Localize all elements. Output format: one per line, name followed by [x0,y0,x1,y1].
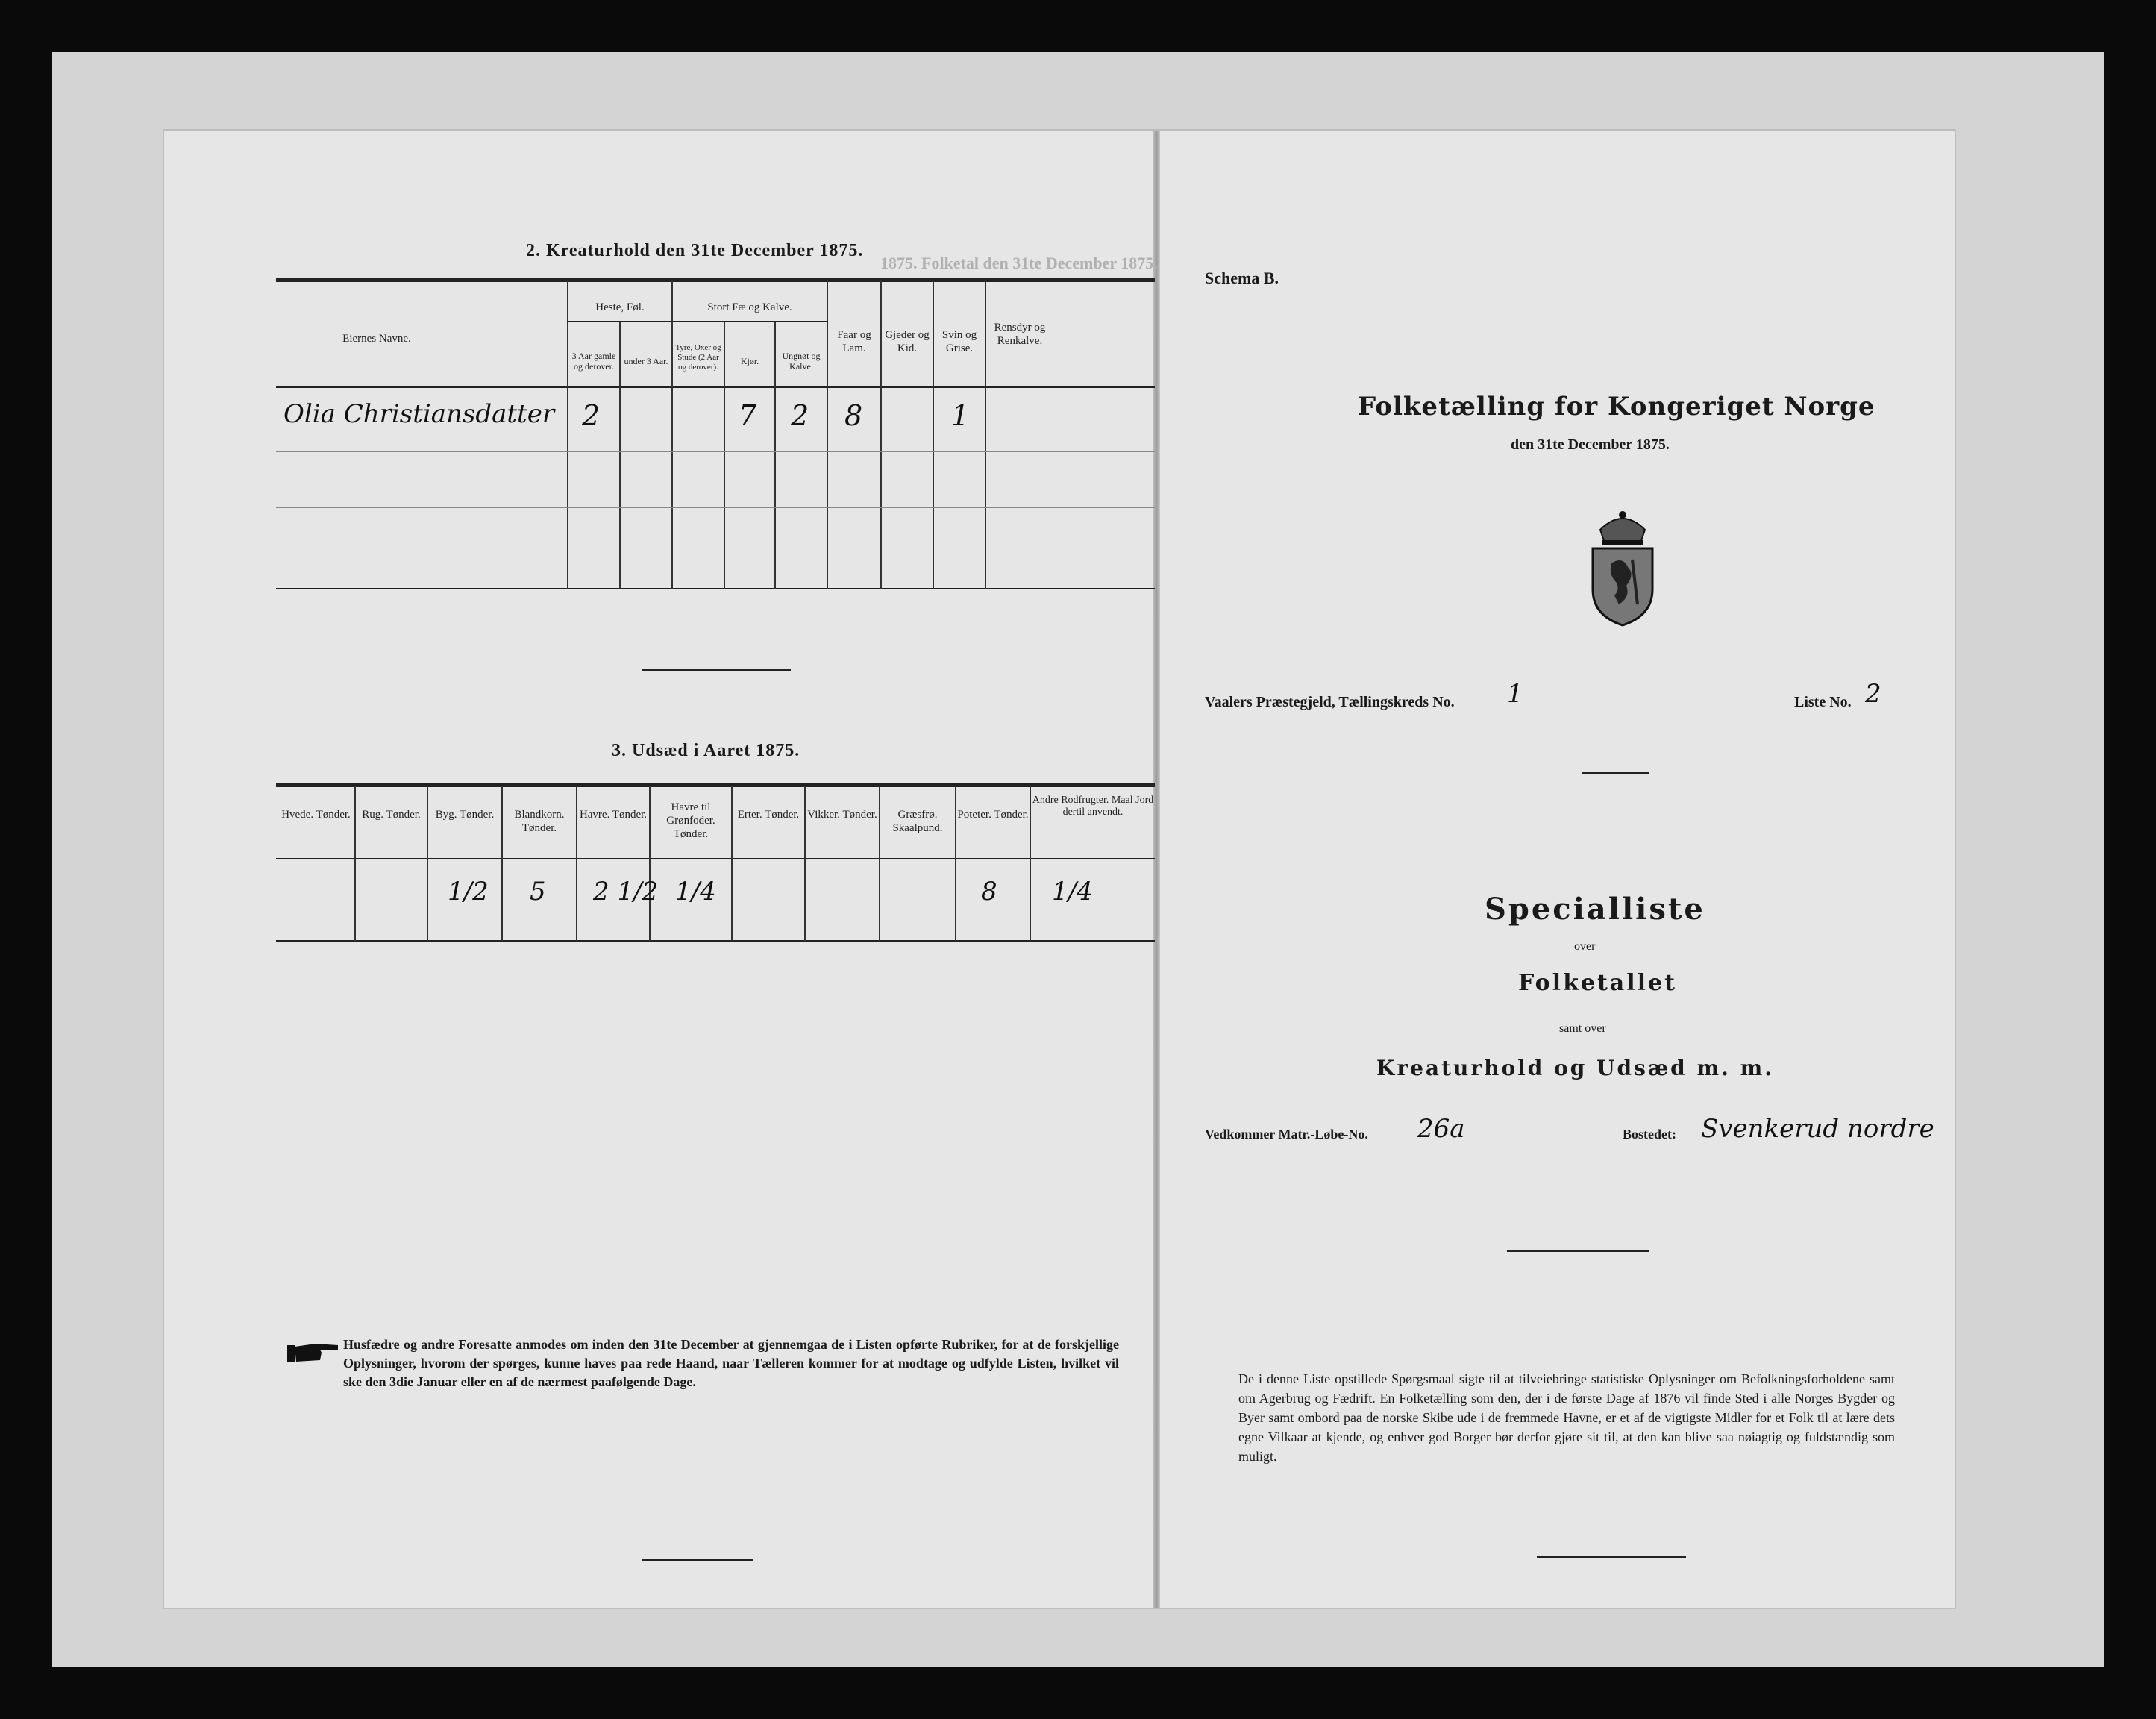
folketallet-heading: Folketallet [1518,970,1677,996]
col-cattle-b: Kjør. [740,356,759,366]
liste-number: 2 [1865,679,1881,709]
table2-vline [880,280,882,589]
table2-bottom-rule [276,588,1155,589]
book-spine [1153,131,1160,1608]
udsaed-header: Blandkorn. Tønder. [514,809,565,834]
table3-header-rule [276,858,1155,860]
udsaed-value: 1/4 [675,877,716,907]
kreaturhold-heading: Kreaturhold og Udsæd m. m. [1376,1056,1774,1080]
document-spread [164,131,1955,1608]
kreaturhold-title: 2. Kreaturhold den 31te December 1875. [526,241,864,260]
udsaed-header: Havre til Grønfoder. Tønder. [666,801,715,840]
short-divider [642,669,791,671]
udsaed-header: Havre. Tønder. [579,809,648,821]
udsaed-header: Erter. Tønder. [737,809,800,821]
liste-label: Liste No. [1794,694,1852,710]
over-label: over [1574,940,1596,953]
bosted-value: Svenkerud nordre [1701,1114,1934,1144]
table2-header-rule [276,386,1155,388]
short-divider [1537,1556,1686,1558]
udsaed-value: 1/2 [448,877,489,907]
udsaed-header: Vikker. Tønder. [807,809,877,821]
owner-name: Olia Christiansdatter [283,399,555,429]
udsaed-title: 3. Udsæd i Aaret 1875. [612,741,800,760]
col-goats: Gjeder og Kid. [885,329,930,354]
col-owner: Eiernes Navne. [342,333,411,345]
col-horses-b: under 3 Aar. [624,356,668,366]
col-reindeer: Rensdyr og Renkalve. [994,322,1046,347]
row-rule [276,451,1155,452]
table2-vline [671,280,673,589]
udsaed-header: Byg. Tønder. [435,809,495,821]
udsaed-header: Poteter. Tønder. [957,809,1029,821]
pointing-hand-icon [287,1339,339,1369]
parish-line: Vaalers Præstegjeld, Tællingskreds No. [1205,694,1455,710]
table2-vline [567,280,568,589]
table2-subhead-rule [567,321,828,322]
matr-value: 26a [1417,1114,1465,1144]
norway-coat-of-arms [1582,507,1664,630]
table2-vline [933,280,934,589]
col-horses: Heste, Føl. [595,301,645,313]
instructions-notice: Husfædre og andre Foresatte anmodes om inden den 31te December at gjennemgaa de i Listen opførte Rubriker, for at de forskjellige Oplysninger, hvorom der spørges, kunne haves paa rede Haand, naar Tælleren kommer for at modtage og udfylde Listen, hvilket vil ske den 3die Januar eller en af de nærmest paafølgende Dage. [343,1337,1119,1389]
col-sheep: Faar og Lam. [837,329,871,354]
specialliste-heading: Specialliste [1485,892,1705,927]
col-cattle-c: Ungnøt og Kalve. [782,351,821,372]
table2-vline [827,280,828,589]
scan-frame [52,52,2104,1667]
census-info-paragraph: De i denne Liste opstillede Spørgsmaal sigte til at tilveiebringe statistiske Oplysninger om Befolkningsforholdene samt om Agerbrug og Fædrift. En Folketælling som den, der i de første Dage af 1876 vil finde Sted i alle Norges Bygder og Byer samt ombord paa de norske Skibe ude i de fremmede Havne, er et af de vigtigste Midler for et Folk til at lære dets egne Vilkaar at kjende, og enhver god Borger bør derfor gjøre sit til, at den kan blive saa nøiagtig og fuldstændig som muligt. [1238,1371,1895,1464]
short-divider [642,1559,753,1561]
krets-number: 1 [1507,679,1523,709]
pigs-count: 1 [951,399,970,432]
col-cattle-a: Tyre, Oxer og Stude (2 Aar og derover). [675,343,721,372]
young-cattle-count: 2 [791,399,809,432]
ghost-header: 1875. Folketal den 31te December 1875. [880,254,1158,272]
census-title: Folketælling for Kongeriget Norge [1358,392,1875,422]
udsaed-header: Hvede. Tønder. [281,809,351,821]
udsaed-value: 8 [981,877,997,907]
sheep-count: 8 [844,399,863,432]
bosted-label: Bostedet: [1623,1127,1676,1142]
census-date: den 31te December 1875. [1511,436,1670,453]
schema-label: Schema B. [1205,269,1279,287]
horses-count: 2 [582,399,601,432]
col-cattle: Stort Fæ og Kalve. [707,301,792,313]
udsaed-value: 2 1/2 [593,877,659,907]
short-divider [1582,772,1649,774]
cows-count: 7 [739,399,757,432]
table3-bottom-rule [276,940,1155,942]
table2-top-rule [276,278,1155,282]
samt-over-label: samt over [1559,1022,1606,1035]
row-rule [276,507,1155,508]
udsaed-header: Græsfrø. Skaalpund. [892,809,943,834]
col-pigs: Svin og Grise. [941,329,977,354]
udsaed-header: Rug. Tønder. [362,809,421,821]
udsaed-value: 5 [530,877,546,907]
udsaed-header: Andre Rodfrugter. Maal Jord dertil anvendt. [1032,795,1154,818]
matr-label: Vedkommer Matr.-Løbe-No. [1205,1127,1368,1142]
col-horses-a: 3 Aar gamle og derover. [571,351,616,372]
table3-top-rule [276,783,1155,787]
udsaed-value: 1/4 [1052,877,1093,907]
short-divider [1507,1250,1649,1252]
